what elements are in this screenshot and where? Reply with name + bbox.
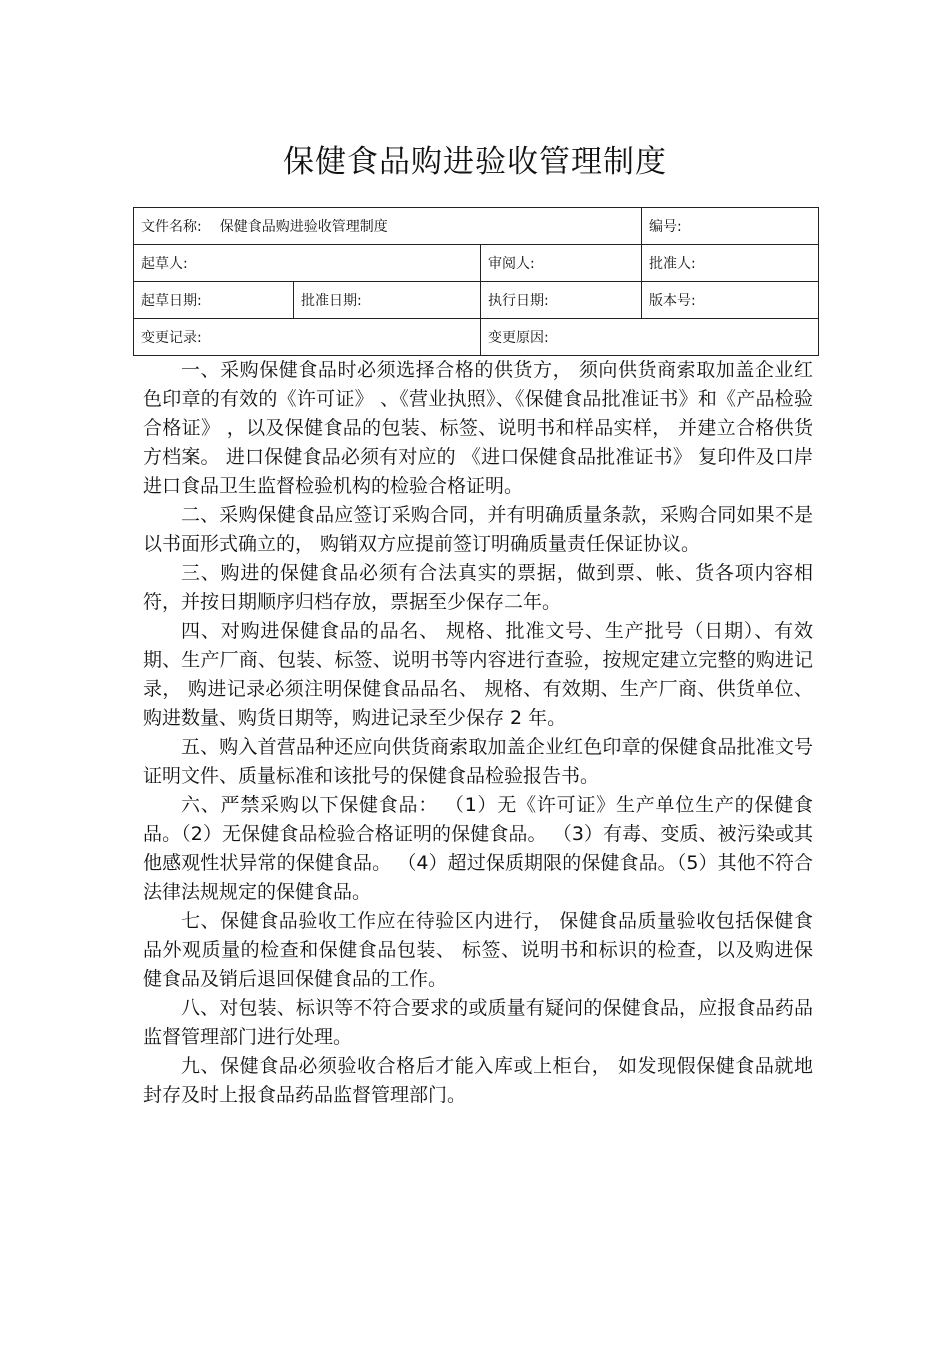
drafter-cell [134, 245, 481, 282]
approver-label: 批准人: [649, 256, 696, 272]
file-name-value: 保健食品购进验收管理制度 [219, 219, 388, 235]
file-name-label: 文件名称: [141, 219, 202, 235]
info-row-file [134, 208, 819, 245]
version-cell [642, 282, 819, 319]
approve-date-label: 批准日期: [301, 293, 362, 309]
page-title: 保健食品购进验收管理制度 [283, 144, 667, 180]
file-name-cell [134, 208, 642, 245]
paragraph-9: 九、保健食品必须验收合格后才能入库或上柜台， 如发现假保健食品就地封存及时上报食品药品监督管理部门。 [143, 1055, 813, 1106]
paragraph-8: 八、对包装、标识等不符合要求的或质量有疑问的保健食品，应报食品药品监督管理部门进行处理。 [143, 997, 813, 1048]
paragraph-1: 一、采购保健食品时必须选择合格的供货方， 须向供货商索取加盖企业红色印章的有效的《许可证》 、《营业执照》、《保健食品批准证书》和《产品检验合格证》 ，以及保健食品的包装、标签、说明书和样品实样， 并建立合格供货方档案。 进口保健食品必须有对应的 《进口保健食品批准证书》 复印件及口岸进口食品卫生监督检验机构的检验合格证明。 [143, 359, 813, 497]
number-label: 编号: [649, 219, 682, 235]
draft-date-cell [134, 282, 294, 319]
document-info-table [133, 207, 819, 356]
reviewer-cell [481, 245, 642, 282]
change-reason-label: 变更原因: [488, 330, 549, 346]
regulation-body [143, 356, 813, 1110]
change-record-label: 变更记录: [141, 330, 202, 346]
reviewer-label: 审阅人: [488, 256, 535, 272]
drafter-label: 起草人: [141, 256, 188, 272]
change-reason-cell [481, 319, 819, 356]
number-cell [642, 208, 819, 245]
paragraph-6: 六、严禁采购以下保健食品： （1）无《许可证》生产单位生产的保健食品。（2）无保健食品检验合格证明的保健食品。 （3）有毒、变质、被污染或其他感观性状异常的保健食品。 （4）超过保质期限的保健食品。（5）其他不符合法律法规规定的保健食品。 [143, 794, 813, 903]
paragraph-7: 七、保健食品验收工作应在待验区内进行， 保健食品质量验收包括保健食品外观质量的检查和保健食品包装、 标签、说明书和标识的检查，以及购进保健食品及销后退回保健食品的工作。 [143, 910, 813, 990]
paragraph-2: 二、采购保健食品应签订采购合同，并有明确质量条款，采购合同如果不是以书面形式确立的， 购销双方应提前签订明确质量责任保证协议。 [143, 504, 813, 555]
info-row-dates [134, 282, 819, 319]
exec-date-label: 执行日期: [488, 293, 549, 309]
info-row-changes [134, 319, 819, 356]
approver-cell [642, 245, 819, 282]
change-record-cell [134, 319, 481, 356]
info-row-people [134, 245, 819, 282]
exec-date-cell [481, 282, 642, 319]
draft-date-label: 起草日期: [141, 293, 202, 309]
approve-date-cell [294, 282, 481, 319]
paragraph-3: 三、购进的保健食品必须有合法真实的票据，做到票、帐、货各项内容相符，并按日期顺序归档存放，票据至少保存二年。 [143, 562, 813, 613]
version-label: 版本号: [649, 293, 696, 309]
paragraph-5: 五、购入首营品种还应向供货商索取加盖企业红色印章的保健食品批准文号证明文件、质量标准和该批号的保健食品检验报告书。 [143, 736, 813, 787]
paragraph-4: 四、对购进保健食品的品名、 规格、批准文号、生产批号（日期）、有效期、生产厂商、包装、标签、说明书等内容进行查验，按规定建立完整的购进记录， 购进记录必须注明保健食品品名、 规格、有效期、生产厂商、供货单位、购进数量、购货日期等，购进记录至少保存 2 年。 [143, 620, 813, 729]
